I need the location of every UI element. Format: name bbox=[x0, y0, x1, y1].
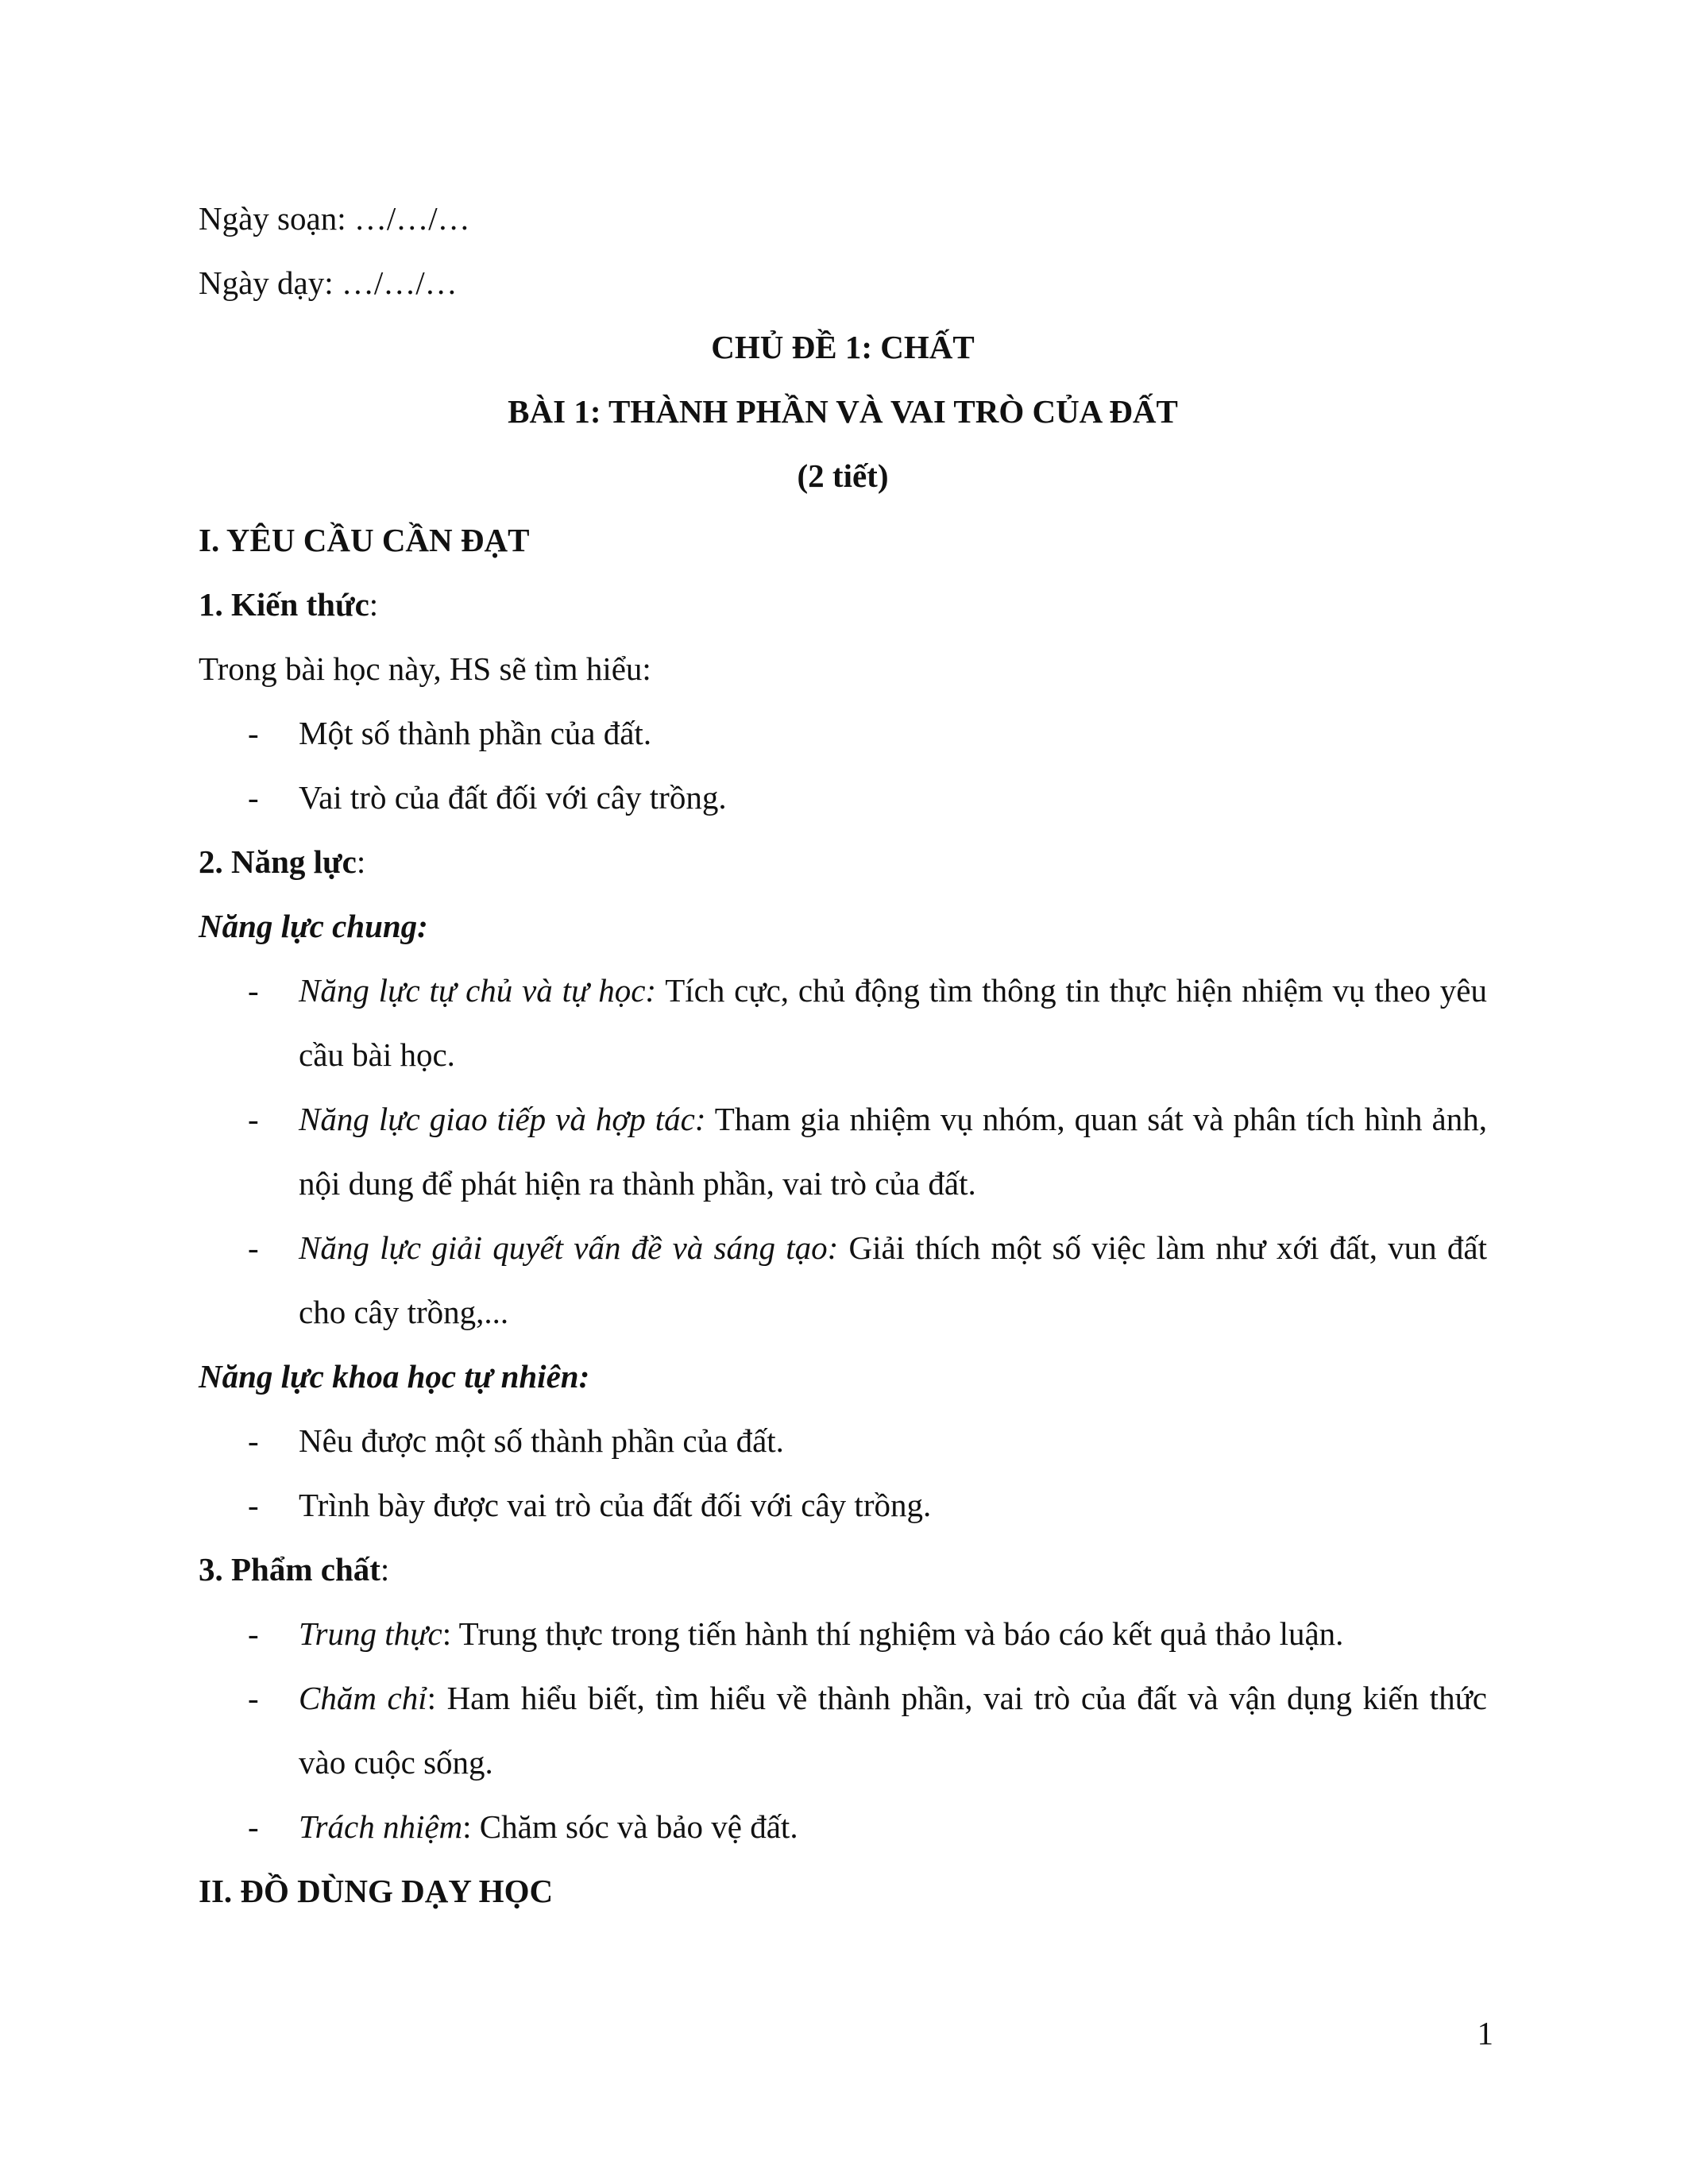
general-competence-item bbox=[199, 1216, 1487, 1345]
bullet-dash: - bbox=[248, 715, 259, 751]
bullet-dash: - bbox=[248, 1808, 259, 1845]
competence-label: Năng lực giao tiếp và hợp tác: bbox=[299, 1101, 706, 1137]
qualities-heading bbox=[199, 1538, 1487, 1602]
quality-description: : Trung thực trong tiến hành thí nghiệm và báo cáo kết quả thảo luận. bbox=[442, 1615, 1344, 1652]
qualities-title: 3. Phẩm chất bbox=[199, 1551, 380, 1588]
general-competence-item bbox=[199, 1087, 1487, 1216]
quality-description: : Chăm sóc và bảo vệ đất. bbox=[462, 1808, 798, 1845]
competence-description: Giải thích một số việc làm như xới đất, vun đất cho cây trồng,... bbox=[299, 1229, 1487, 1330]
quality-description: : Ham hiểu biết, tìm hiểu về thành phần, vai trò của đất và vận dụng kiến thức vào cuộc sống. bbox=[299, 1680, 1487, 1781]
general-competence-text bbox=[299, 1087, 1487, 1216]
bullet-dash: - bbox=[248, 1422, 259, 1459]
knowledge-item-text: Vai trò của đất đối với cây trồng. bbox=[299, 779, 727, 816]
science-competence-text: Nêu được một số thành phần của đất. bbox=[299, 1422, 784, 1459]
competence-label: Năng lực tự chủ và tự học: bbox=[299, 972, 657, 1009]
science-competence-heading: Năng lực khoa học tự nhiên: bbox=[199, 1358, 590, 1395]
section-2-heading: II. ĐỒ DÙNG DẠY HỌC bbox=[199, 1873, 554, 1909]
science-competence-item bbox=[199, 1409, 1487, 1473]
bullet-dash: - bbox=[248, 1615, 259, 1652]
general-competence-item bbox=[199, 959, 1487, 1087]
general-competence-text bbox=[299, 959, 1487, 1087]
bullet-dash: - bbox=[248, 972, 259, 1009]
prep-date: Ngày soạn: …/…/… bbox=[199, 200, 470, 237]
knowledge-item bbox=[199, 766, 1487, 830]
qualities-colon: : bbox=[380, 1551, 390, 1588]
competence-description: Tích cực, chủ động tìm thông tin thực hiện nhiệm vụ theo yêu cầu bài học. bbox=[299, 972, 1487, 1073]
knowledge-heading bbox=[199, 573, 1487, 637]
bullet-dash: - bbox=[248, 1229, 259, 1266]
competence-colon: : bbox=[356, 843, 366, 880]
quality-label: Chăm chỉ bbox=[299, 1680, 427, 1716]
quality-item bbox=[199, 1602, 1487, 1666]
knowledge-item bbox=[199, 701, 1487, 766]
teach-date: Ngày dạy: …/…/… bbox=[199, 264, 458, 301]
quality-label: Trung thực bbox=[299, 1615, 442, 1652]
knowledge-title: 1. Kiến thức bbox=[199, 586, 369, 623]
section-1-heading: I. YÊU CẦU CẦN ĐẠT bbox=[199, 522, 530, 558]
quality-text bbox=[299, 1666, 1487, 1795]
knowledge-colon: : bbox=[369, 586, 379, 623]
quality-text bbox=[299, 1795, 1487, 1859]
knowledge-item-text: Một số thành phần của đất. bbox=[299, 715, 652, 751]
knowledge-intro: Trong bài học này, HS sẽ tìm hiểu: bbox=[199, 650, 651, 687]
topic-title: CHỦ ĐỀ 1: CHẤT bbox=[711, 329, 975, 365]
bullet-dash: - bbox=[248, 1680, 259, 1716]
bullet-dash: - bbox=[248, 1487, 259, 1523]
competence-heading bbox=[199, 830, 1487, 894]
science-competence-item bbox=[199, 1473, 1487, 1538]
bullet-dash: - bbox=[248, 779, 259, 816]
science-competence-text: Trình bày được vai trò của đất đối với cây trồng. bbox=[299, 1487, 932, 1523]
page-number: 1 bbox=[1477, 2015, 1493, 2051]
quality-item bbox=[199, 1795, 1487, 1859]
quality-text bbox=[299, 1602, 1487, 1666]
quality-label: Trách nhiệm bbox=[299, 1808, 463, 1845]
quality-item bbox=[199, 1666, 1487, 1795]
lesson-periods: (2 tiết) bbox=[797, 457, 889, 494]
document-page bbox=[199, 187, 1487, 1924]
competence-label: Năng lực giải quyết vấn đề và sáng tạo: bbox=[299, 1229, 839, 1266]
bullet-dash: - bbox=[248, 1101, 259, 1137]
general-competence-text bbox=[299, 1216, 1487, 1345]
lesson-title: BÀI 1: THÀNH PHẦN VÀ VAI TRÒ CỦA ĐẤT bbox=[508, 393, 1178, 430]
competence-description: Tham gia nhiệm vụ nhóm, quan sát và phân tích hình ảnh, nội dung để phát hiện ra thành phần, vai trò của đất. bbox=[299, 1101, 1488, 1202]
general-competence-heading: Năng lực chung: bbox=[199, 908, 428, 944]
competence-title: 2. Năng lực bbox=[199, 843, 357, 880]
